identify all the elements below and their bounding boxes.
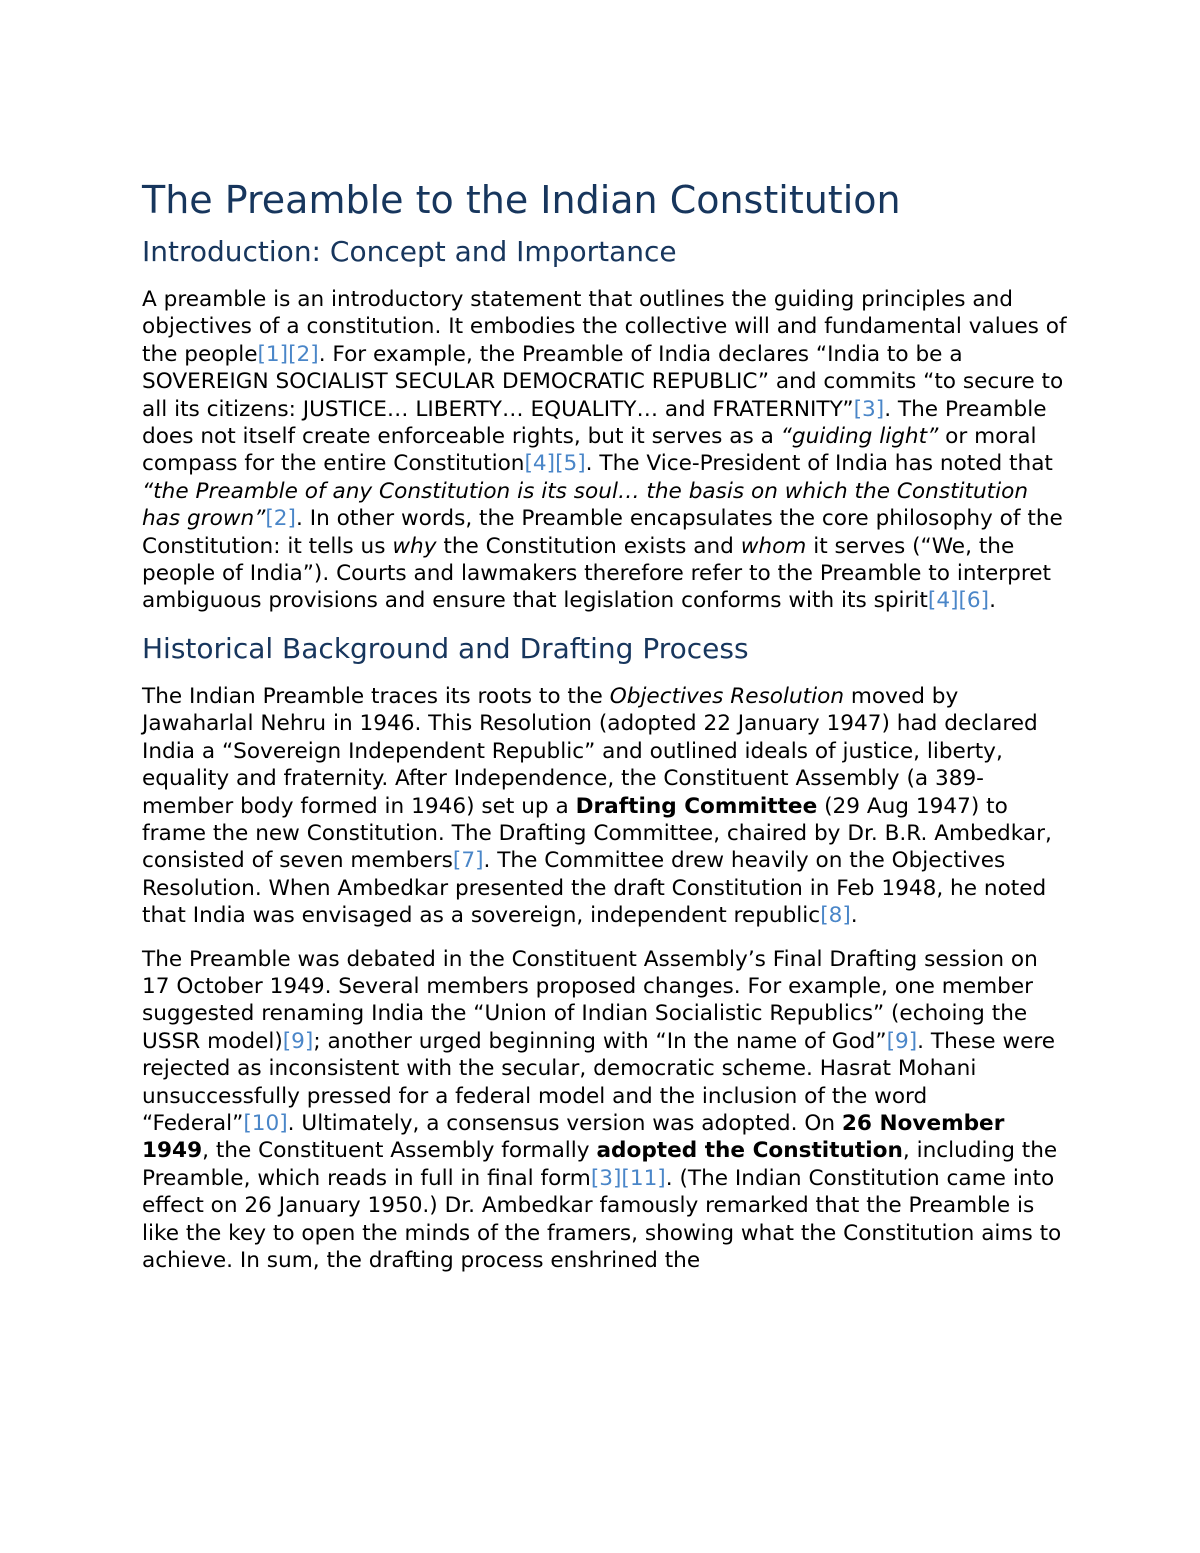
bold-text: adopted the Constitution xyxy=(596,1138,903,1164)
text-run: . The Vice-President of India has noted that xyxy=(585,451,1053,477)
citation-link[interactable]: [10] xyxy=(243,1110,288,1136)
citation-link[interactable]: [2] xyxy=(265,506,296,532)
document-title: The Preamble to the Indian Constitution xyxy=(142,178,901,222)
document-page xyxy=(142,172,1072,1274)
text-run: . For example, the Preamble of India declares “India to be a SOVEREIGN SOCIALIST SECULAR DEMOCRATIC REPUBLIC” and commits “to secure to all its citizens: JUSTICE… LIBERTY… EQUALITY… and FRATERNITY” xyxy=(142,341,1064,422)
citation-link[interactable]: [6] xyxy=(958,588,990,614)
citation-link[interactable]: [8] xyxy=(820,903,851,929)
bold-text: Drafting Committee xyxy=(575,793,818,819)
text-run: ; another urged beginning with “In the name of God” xyxy=(313,1028,887,1054)
citation-link[interactable]: [7] xyxy=(452,848,484,874)
text-run: The Preamble was debated in the Constituent Assembly’s Final Drafting session on 17 October 1949. Several members proposed changes. For example, one member suggested renaming India the “Union of Indian Socialistic Republics” (echoing the USSR model) xyxy=(142,946,1038,1054)
italic-text: “the Preamble of any Constitution is its soul… the basis on which the Constitution has grown” xyxy=(142,478,1029,532)
text-run: . xyxy=(850,903,858,929)
section-heading-historical-background: Historical Background and Drafting Process xyxy=(142,631,749,665)
italic-text: whom xyxy=(740,533,807,559)
citation-link[interactable]: [3] xyxy=(590,1165,622,1191)
text-run: or moral compass for the entire Constitution xyxy=(142,424,1037,477)
text-run: . (The Indian Constitution came into effect on 26 January 1950.) Dr. Ambedkar famously remarked that the Preamble is like the key to open the minds of the framers, showing what the Constitution aims to achieve. In sum, the drafting process enshrined the xyxy=(142,1165,1062,1273)
text-run: A preamble is an introductory statement that outlines the guiding principles and objectives of a constitution. It embodies the collective will and fundamental values of the people xyxy=(142,287,1067,367)
text-run: the Constitution exists and xyxy=(436,533,741,559)
history-paragraph-1 xyxy=(142,683,1072,930)
text-run: (29 Aug 1947) to frame the new Constitution. The Drafting Committee, chaired by Dr. B.R. Ambedkar, consisted of seven members xyxy=(142,793,1052,874)
italic-text: “guiding light” xyxy=(780,424,939,450)
italic-text: why xyxy=(392,533,437,559)
text-run: . Ultimately, a consensus version was adopted. On xyxy=(287,1110,842,1136)
text-run: . In other words, the Preamble encapsulates the core philosophy of the Constitution: it tells us xyxy=(142,506,1063,559)
text-run: . The Committee drew heavily on the Objectives Resolution. When Ambedkar presented the draft Constitution in Feb 1948, he noted that India was envisaged as a sovereign, independent republic xyxy=(142,848,1047,929)
text-run: . These were rejected as inconsistent with the secular, democratic scheme. Hasrat Mohani unsuccessfully pressed for a federal model and the inclusion of the word “Federal” xyxy=(142,1028,1056,1136)
section-heading-introduction: Introduction: Concept and Importance xyxy=(142,235,677,268)
text-run: . The Preamble does not itself create enforceable rights, but it serves as a xyxy=(142,396,1047,450)
bold-text: 26 November 1949 xyxy=(142,1110,1005,1164)
citation-link[interactable]: [4] xyxy=(524,451,556,477)
history-paragraph-2 xyxy=(142,946,1072,1275)
citation-link[interactable]: [2] xyxy=(288,341,319,367)
text-run: , the Constituent Assembly formally xyxy=(202,1138,597,1164)
text-run: moved by Jawaharlal Nehru in 1946. This Resolution (adopted 22 January 1947) had declared India a “Sovereign Independent Republic” and outlined ideals of justice, liberty, equality and fraternity. After Independence, the Constituent Assembly (a 389-member body formed in 1946) set up a xyxy=(142,683,1038,819)
text-run: , including the Preamble, which reads in full in final form xyxy=(142,1138,1058,1191)
citation-link[interactable]: [3] xyxy=(853,396,885,422)
citation-link[interactable]: [5] xyxy=(555,451,586,477)
citation-link[interactable]: [4] xyxy=(927,588,959,614)
citation-link[interactable]: [11] xyxy=(621,1165,666,1191)
text-run: . xyxy=(989,588,996,614)
citation-link[interactable]: [9] xyxy=(886,1028,918,1054)
italic-text: Objectives Resolution xyxy=(609,683,845,709)
text-run: The Indian Preamble traces its roots to the xyxy=(142,683,610,709)
text-run: it serves (“We, the people of India”). Courts and lawmakers therefore refer to the Preamble to interpret ambiguous provisions and ensure that legislation conforms with its spirit xyxy=(142,533,1051,614)
intro-paragraph xyxy=(142,286,1072,615)
citation-link[interactable]: [9] xyxy=(282,1028,314,1054)
citation-link[interactable]: [1] xyxy=(257,341,289,367)
